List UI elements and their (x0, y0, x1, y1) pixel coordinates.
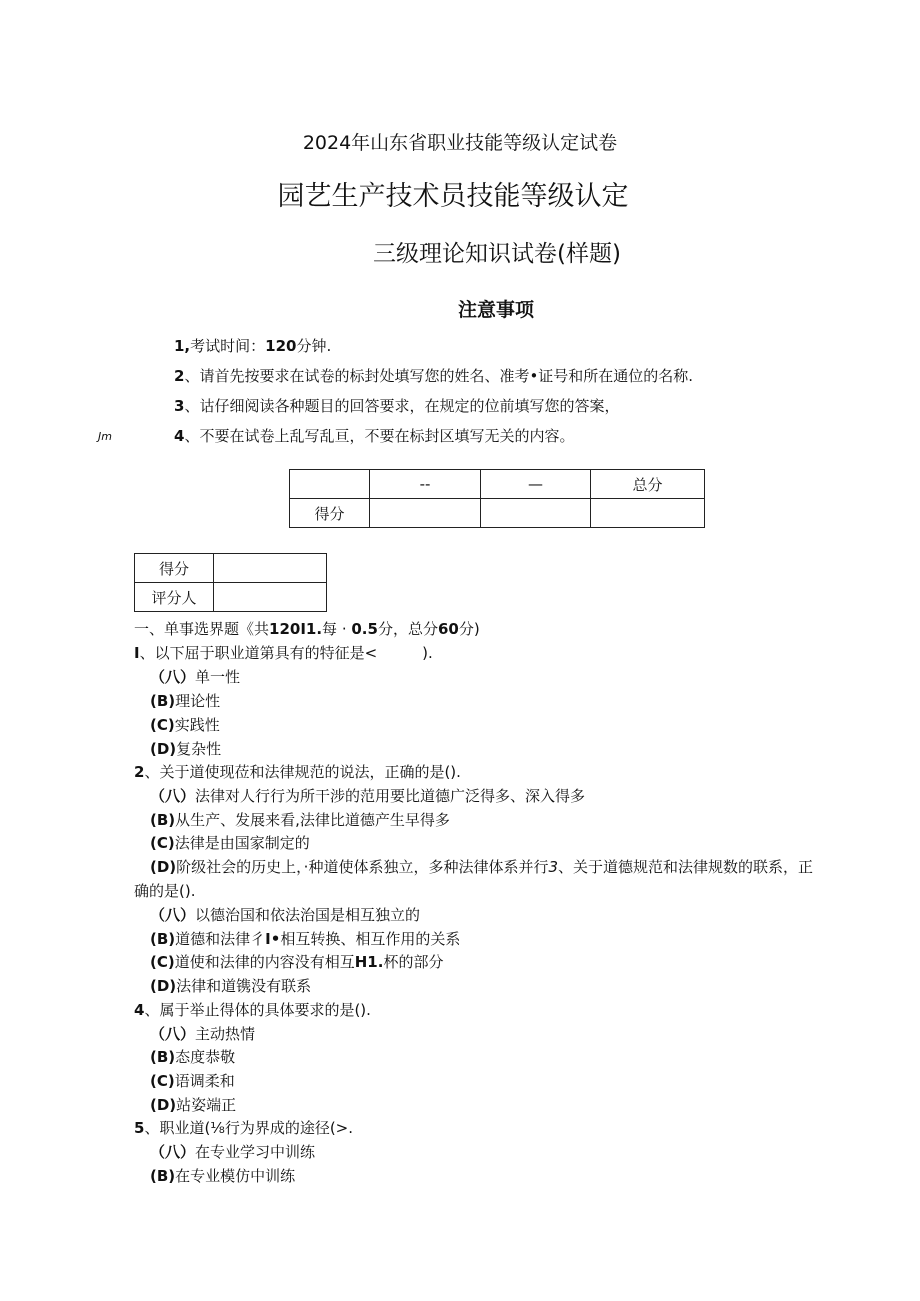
option-label: (D) (150, 977, 177, 995)
option (150, 1142, 315, 1162)
option-text: 阶级社会的历史上，·种道使体系独立，多种法律体系并行 (176, 858, 549, 876)
score-header-total: 总分 (591, 470, 705, 499)
question-3-stem-cont: 确的是(). (134, 882, 196, 900)
notice-text: 考试时间： (190, 337, 266, 355)
option-label: (B) (150, 930, 176, 948)
section-text: 一、单事选界题《共 (134, 620, 270, 638)
section-bold: 0.5 (351, 620, 378, 638)
option (150, 905, 420, 925)
option-text: 法律是由国家制定的 (174, 834, 310, 852)
question-num: I (134, 644, 140, 662)
option (150, 691, 220, 711)
option-text: 复杂性 (176, 740, 222, 758)
option-text: 以德治国和依法治国是相互独立的 (195, 906, 421, 924)
notice-text: 、不要在试卷上乱写乱亘，不要在标封区填写无关的内容。 (184, 427, 575, 445)
score-row-label: 得分 (290, 499, 370, 528)
question-stem: 、职业道(⅛行为界成的途径(>. (144, 1119, 354, 1137)
section-text: 分) (458, 620, 480, 638)
option (150, 833, 310, 853)
option (150, 786, 585, 806)
option-label: （八） (150, 906, 196, 924)
option-text: 站姿端正 (176, 1096, 237, 1114)
score-header-empty (290, 470, 370, 499)
option (150, 1071, 235, 1091)
option-text: 理论性 (175, 692, 221, 710)
score-table (289, 469, 705, 528)
option-text: 法律对人行行为所干涉的范用要比道德广泛得多、深入得多 (195, 787, 586, 805)
option-label: （八） (150, 1025, 196, 1043)
option-label: (B) (150, 1167, 176, 1185)
option-text: 道德和法律彳 (175, 930, 266, 948)
option-text: 实践性 (174, 716, 220, 734)
option-bold: H1. (354, 953, 384, 971)
option (150, 976, 311, 996)
question-num: 5 (134, 1119, 145, 1137)
section-heading (134, 619, 480, 639)
question-stem: 、以下屈于职业道第具有的特征是< ). (139, 644, 433, 662)
score-header-1: -- (370, 470, 481, 499)
option (150, 1095, 236, 1115)
option-text: 态度恭敬 (175, 1048, 236, 1066)
option (150, 1024, 255, 1044)
notice-num: 2 (174, 367, 185, 385)
question-4-stem (134, 1000, 371, 1020)
option-text: 杯的部分 (383, 953, 444, 971)
question-num: 4 (134, 1001, 145, 1019)
notice-item-4 (174, 426, 574, 446)
section-bold: 60 (437, 620, 459, 638)
question-1-stem (134, 643, 433, 663)
question-stem: 、关于道德规范和法律规数的联系，正 (558, 858, 814, 876)
margin-mark: Jm (98, 430, 112, 443)
option-label: (D) (150, 740, 177, 758)
option-text: 语调柔和 (174, 1072, 235, 1090)
option (150, 1047, 235, 1067)
score-cell[interactable] (370, 499, 481, 528)
notice-item-1 (174, 336, 331, 356)
option-label: (C) (150, 716, 175, 734)
grader-cell[interactable] (214, 583, 327, 612)
notice-text: 、请首先按要求在试卷的标封处填写您的姓名、准考•证号和所在通位的名称. (184, 367, 694, 385)
option-label: （八） (150, 668, 196, 686)
section-bold: 120I1. (269, 620, 323, 638)
notice-num: 1, (174, 337, 191, 355)
option-text: 法律和道镌没有联系 (176, 977, 312, 995)
notice-tail: 分钟. (296, 337, 332, 355)
question-num: 2 (134, 763, 145, 781)
exam-subtitle: 三级理论知识试卷(样题) (373, 241, 621, 267)
notice-bold: 120 (265, 337, 297, 355)
option-label: (B) (150, 692, 176, 710)
exam-title: 园艺生产技术员技能等级认定 (277, 181, 629, 212)
option-text: 单一性 (195, 668, 241, 686)
option-label: （八） (150, 1143, 196, 1161)
score-header-2: — (481, 470, 591, 499)
grader-label-score: 得分 (135, 554, 214, 583)
option-label: (D) (150, 1096, 177, 1114)
option-text: 相互转换、相互作用的关系 (280, 930, 461, 948)
option-merged-with-question-3 (150, 857, 813, 877)
option-text: 在专业学习中训练 (195, 1143, 316, 1161)
notice-item-3 (174, 396, 619, 416)
option-label: (B) (150, 811, 176, 829)
option (150, 739, 221, 759)
option-label: (B) (150, 1048, 176, 1066)
option-label: (C) (150, 834, 175, 852)
option-label: (C) (150, 1072, 175, 1090)
grader-table (134, 553, 327, 612)
grader-cell[interactable] (214, 554, 327, 583)
notice-item-2 (174, 366, 693, 386)
option-bold: I• (265, 930, 281, 948)
option (150, 1166, 295, 1186)
section-text: 每 · (322, 620, 352, 638)
notice-text: 、诂仔细阅读各种题目的回答要求，在规定的位前填写您的答案， (184, 397, 620, 415)
question-5-stem (134, 1118, 353, 1138)
option-text: 主动热情 (195, 1025, 256, 1043)
option (150, 810, 450, 830)
exam-header-line1: 2024年山东省职业技能等级认定试卷 (302, 132, 618, 154)
section-text: 分，总分 (377, 620, 438, 638)
option-text: 道使和法律的内容没有相互 (174, 953, 355, 971)
notice-title: 注意事项 (457, 299, 534, 321)
option (150, 952, 443, 972)
score-cell[interactable] (591, 499, 705, 528)
grader-label-person: 评分人 (135, 583, 214, 612)
option (150, 929, 460, 949)
option-text: 在专业模仿中训练 (175, 1167, 296, 1185)
option-label: (D) (150, 858, 177, 876)
option (150, 715, 220, 735)
option-text: 从生产、发展来看,法律比道德产生早得多 (175, 811, 450, 829)
question-stem: 、属于举止得体的具体要求的是(). (144, 1001, 371, 1019)
notice-num: 3 (174, 397, 185, 415)
question-2-stem (134, 762, 461, 782)
option (150, 667, 240, 687)
question-num: 3 (548, 858, 558, 876)
notice-num: 4 (174, 427, 185, 445)
option-label: （八） (150, 787, 196, 805)
option-label: (C) (150, 953, 175, 971)
score-cell[interactable] (481, 499, 591, 528)
question-stem: 、关于道使现莅和法律规范的说法，正确的是(). (144, 763, 461, 781)
